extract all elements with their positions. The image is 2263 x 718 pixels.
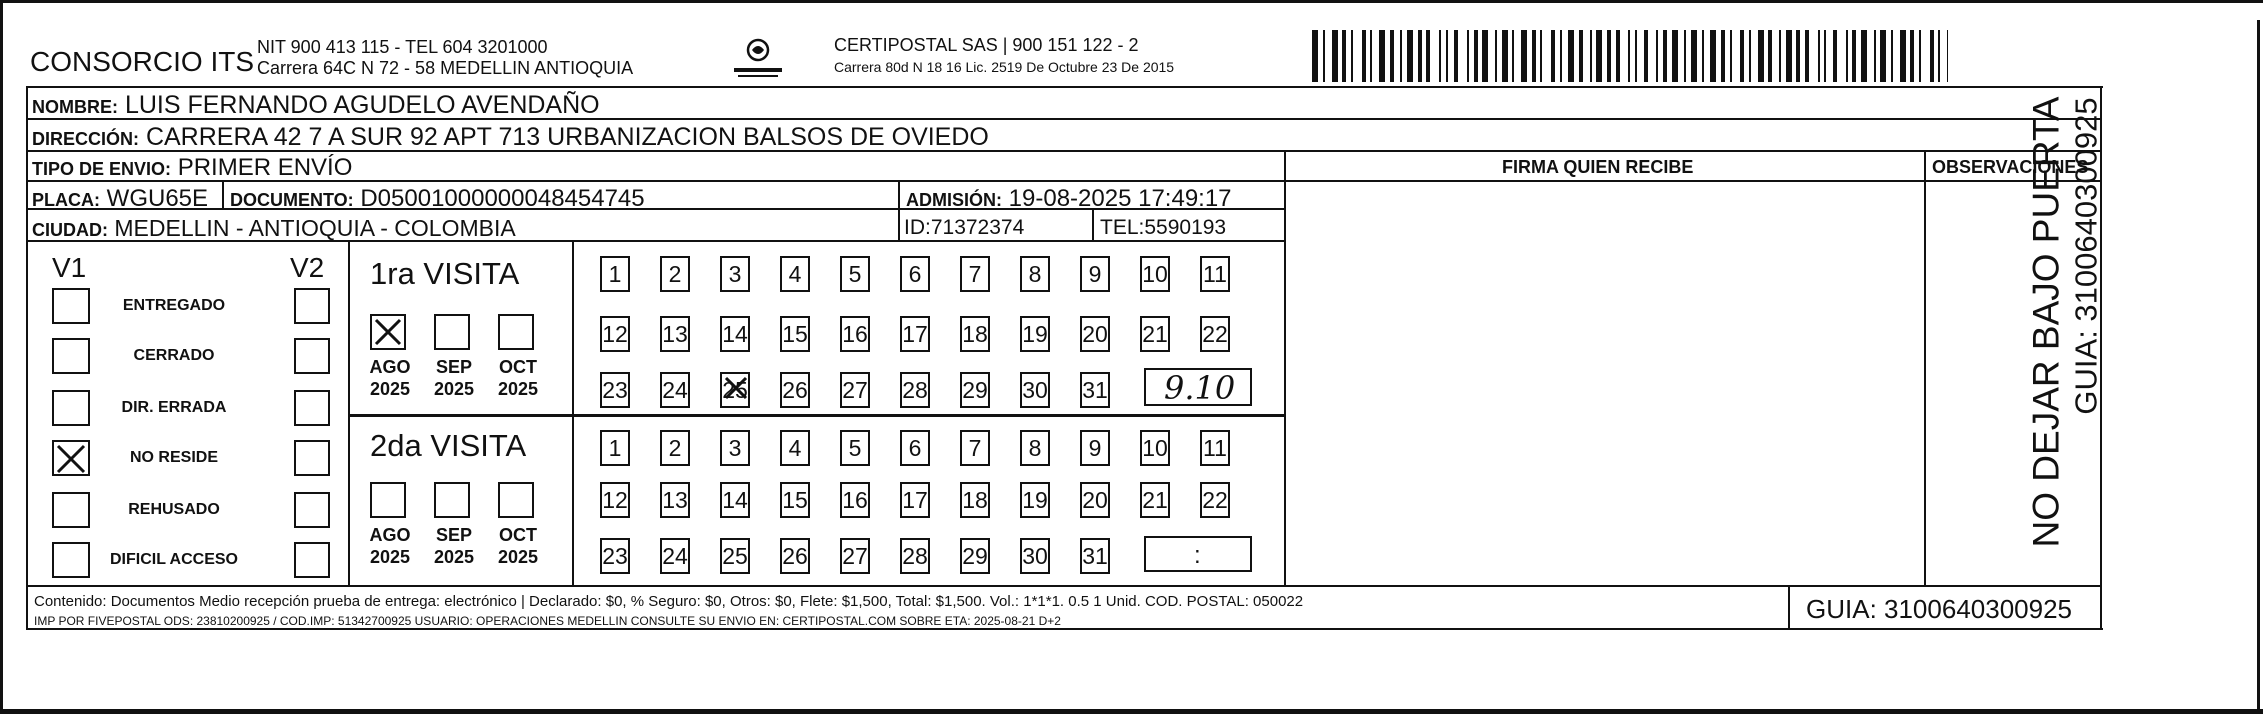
col-divider [1284, 150, 1286, 586]
company-name: CONSORCIO ITS [30, 46, 255, 77]
visit2-day-number: 9 [1088, 434, 1102, 461]
visit2-day-number: 4 [788, 434, 802, 461]
visit1-day-number: 7 [968, 260, 982, 287]
visit2-day-box[interactable] [600, 430, 630, 466]
visit2-day-number: 30 [1022, 542, 1048, 569]
firma-label: FIRMA QUIEN RECIBE [1502, 157, 1694, 177]
visit1-day-box[interactable] [1020, 316, 1050, 352]
visit2-day-number: 20 [1082, 486, 1108, 513]
visit2-day-number: 21 [1142, 486, 1168, 513]
visit2-month-checkbox[interactable] [370, 482, 406, 518]
visit1-day-box[interactable] [1140, 316, 1170, 352]
footer-line2: IMP POR FIVEPOSTAL ODS: 23810200925 / COD.IMP: 51342700925 USUARIO: OPERACIONES MEDELLIN CONSULTE SU ENVIO EN: CERTIPOSTAL.COM SOBRE ETA: 2025-08-21 D+2 [34, 614, 1061, 628]
col-divider [572, 240, 574, 586]
col-divider [898, 180, 900, 240]
col-divider [222, 180, 224, 210]
visit-divider [348, 414, 1284, 417]
visit2-day-box[interactable] [720, 538, 750, 574]
visit2-day-box[interactable] [900, 482, 930, 518]
admision-row [906, 187, 1232, 211]
visit2-day-box[interactable] [900, 538, 930, 574]
visit1-day-number: 3 [728, 260, 742, 287]
visit2-day-number: 22 [1202, 486, 1228, 513]
top-edge [0, 0, 2263, 3]
visit2-time-box[interactable] [1144, 536, 1252, 572]
visit1-day-box[interactable] [600, 256, 630, 292]
v2-checkbox[interactable] [294, 542, 330, 578]
main-top-border [26, 86, 2103, 88]
visit2-day-box[interactable] [900, 430, 930, 466]
visit2-day-number: 6 [908, 434, 922, 461]
ciudad-label: CIUDAD: [32, 220, 108, 240]
visit2-day-number: 12 [602, 486, 628, 513]
visit1-day-number: 29 [962, 376, 988, 403]
visit1-day-number: 5 [848, 260, 862, 287]
certipostal-logo [728, 36, 788, 82]
visit2-day-box[interactable] [960, 538, 990, 574]
visit2-day-box[interactable] [600, 482, 630, 518]
footer-guia: GUIA: 3100640300925 [1806, 594, 2072, 624]
visit2-day-number: 26 [782, 542, 808, 569]
visit1-title: 1ra VISITA [370, 256, 520, 291]
visit1-day-box[interactable] [900, 372, 930, 408]
visit2-day-number: 13 [662, 486, 688, 513]
visit2-day-box[interactable] [660, 430, 690, 466]
visit1-day-number: 21 [1142, 320, 1168, 347]
visit1-day-number: 30 [1022, 376, 1048, 403]
visit2-day-number: 1 [608, 434, 622, 461]
visit2-day-number: 29 [962, 542, 988, 569]
id-value: ID:71372374 [904, 216, 1025, 239]
visit1-day-box[interactable] [1020, 256, 1050, 292]
visit1-month-label: SEP [435, 357, 473, 377]
visit2-day-number: 16 [842, 486, 868, 513]
placa-row [32, 187, 208, 211]
visit1-day-number: 6 [908, 260, 922, 287]
visit1-day-number: 26 [782, 376, 808, 403]
visit2-day-number: 18 [962, 486, 988, 513]
nombre-label: NOMBRE: [32, 97, 118, 117]
admision-label: ADMISIÓN: [906, 190, 1002, 210]
visit1-day-box[interactable] [780, 256, 810, 292]
visit1-day-box[interactable] [840, 372, 870, 408]
visit2-day-box[interactable] [780, 430, 810, 466]
visit1-day-number: 2 [668, 260, 682, 287]
visit1-day-box[interactable] [960, 256, 990, 292]
visit2-day-number: 19 [1022, 486, 1048, 513]
visit1-day-number: 20 [1082, 320, 1108, 347]
v2-checkbox[interactable] [294, 338, 330, 374]
ciudad-row [32, 217, 516, 240]
status-label: ENTREGADO [122, 297, 226, 314]
right-edge [2257, 20, 2260, 710]
visit2-day-box[interactable] [780, 538, 810, 574]
visit1-day-number: 15 [782, 320, 808, 347]
visit2-month-checkbox[interactable] [434, 482, 470, 518]
visit1-day-box[interactable] [1080, 316, 1110, 352]
visit1-day-number: 12 [602, 320, 628, 347]
direccion-value: CARRERA 42 7 A SUR 92 APT 713 URBANIZACION BALSOS DE OVIEDO [145, 123, 989, 151]
documento-row [230, 187, 645, 211]
visit1-day-box[interactable] [660, 372, 690, 408]
visit1-day-number: 4 [788, 260, 802, 287]
status-label: REHUSADO [128, 501, 220, 518]
visit1-time-box[interactable] [1144, 368, 1252, 406]
visit1-day-box[interactable] [1200, 256, 1230, 292]
visit2-day-number: 17 [902, 486, 928, 513]
visit2-day-number: 11 [1203, 434, 1227, 461]
visit1-day-number: 25 [722, 376, 748, 403]
status-label: DIFICIL ACCESO [109, 551, 238, 568]
main-bottom-border [26, 628, 2103, 630]
visit2-day-box[interactable] [660, 538, 690, 574]
visit2-day-box[interactable] [600, 538, 630, 574]
visit1-day-number: 18 [962, 320, 988, 347]
visit2-day-box[interactable] [720, 482, 750, 518]
visit1-day-box[interactable] [660, 316, 690, 352]
visit1-day-box[interactable] [780, 372, 810, 408]
visit2-day-box[interactable] [960, 430, 990, 466]
status-label: NO RESIDE [129, 449, 218, 466]
visit2-month-label: AGO [369, 525, 411, 545]
visit2-day-number: 2 [668, 434, 682, 461]
documento-label: DOCUMENTO: [230, 190, 354, 210]
visit2-day-box[interactable] [780, 482, 810, 518]
visit2-day-box[interactable] [1020, 430, 1050, 466]
visit1-day-number: 1 [608, 260, 622, 287]
direccion-label: DIRECCIÓN: [32, 129, 139, 149]
visit2-year-label: 2025 [433, 547, 475, 567]
visit2-day-box[interactable] [660, 482, 690, 518]
col-divider [348, 240, 350, 586]
visit1-day-number: 17 [902, 320, 928, 347]
visit1-day-number: 19 [1022, 320, 1048, 347]
visit2-day-box[interactable] [840, 430, 870, 466]
visit2-year-label: 2025 [497, 547, 539, 567]
nombre-row [32, 93, 600, 118]
visit2-day-box[interactable] [1020, 482, 1050, 518]
visit2-month-label: OCT [499, 525, 537, 545]
visit1-day-number: 24 [662, 376, 688, 403]
visit2-day-box[interactable] [720, 430, 750, 466]
visit1-day-box[interactable] [840, 316, 870, 352]
visit1-day-box[interactable] [1020, 372, 1050, 408]
visit2-day-number: 23 [602, 542, 628, 569]
col-divider [1924, 150, 1926, 586]
visit2-day-number: 5 [848, 434, 862, 461]
visit2-day-box[interactable] [1080, 538, 1110, 574]
bottom-edge [0, 709, 2263, 714]
visit1-day-box[interactable] [600, 316, 630, 352]
visit1-day-number: 9 [1088, 260, 1102, 287]
visit1-day-number: 22 [1202, 320, 1228, 347]
visit1-day-box[interactable] [900, 316, 930, 352]
row-divider [26, 585, 2102, 587]
carrier-address: Carrera 80d N 18 16 Lic. 2519 De Octubre 23 De 2015 [834, 59, 1175, 75]
footer-line1: Contenido: Documentos Medio recepción prueba de entrega: electrónico | Declarado: $0, % Seguro: $0, Otros: $0, Flete: $1,500, Total: $1,500. Vol.: 1*1*1. 0.5 1 Unid. COD. POSTAL: 050022 [34, 593, 1304, 610]
visit1-day-number: 8 [1028, 260, 1042, 287]
visit2-day-number: 15 [782, 486, 808, 513]
admision-value: 19-08-2025 17:49:17 [1008, 185, 1232, 212]
visit1-day-box[interactable] [780, 316, 810, 352]
visit1-day-box[interactable] [720, 256, 750, 292]
visit1-day-box[interactable] [960, 372, 990, 408]
company-address: Carrera 64C N 72 - 58 MEDELLIN ANTIOQUIA [257, 58, 634, 78]
tipo-value: PRIMER ENVÍO [177, 154, 353, 181]
visit1-year-label: 2025 [497, 379, 539, 399]
visit1-month-checkbox[interactable] [370, 314, 406, 350]
visit1-month-checkbox[interactable] [498, 314, 534, 350]
visit1-month-label: AGO [369, 357, 411, 377]
visit2-day-number: 10 [1142, 434, 1168, 461]
visit1-year-label: 2025 [433, 379, 475, 399]
tipo-label: TIPO DE ENVIO: [32, 159, 172, 179]
visit2-day-box[interactable] [1140, 430, 1170, 466]
visit1-year-label: 2025 [369, 379, 411, 399]
visit1-day-number: 23 [602, 376, 628, 403]
visit1-day-number: 14 [722, 320, 748, 347]
visit2-day-number: 31 [1082, 542, 1108, 569]
visit2-time: : [1194, 542, 1201, 569]
nombre-value: LUIS FERNANDO AGUDELO AVENDAÑO [124, 91, 600, 119]
visit1-month-checkbox[interactable] [434, 314, 470, 350]
visit2-day-box[interactable] [1080, 430, 1110, 466]
visit2-day-number: 24 [662, 542, 688, 569]
side-guia: GUIA: 3100640300925 [2068, 97, 2104, 415]
col-divider [1788, 586, 1790, 629]
visit1-day-number: 13 [662, 320, 688, 347]
visit1-day-number: 11 [1203, 260, 1227, 287]
placa-label: PLACA: [32, 190, 100, 210]
visit1-day-number: 31 [1082, 376, 1108, 403]
visit1-day-box[interactable] [1080, 372, 1110, 408]
tel-value: TEL:5590193 [1100, 216, 1227, 239]
visit1-day-number: 10 [1142, 260, 1168, 287]
company-nit: NIT 900 413 115 - TEL 604 3201000 [257, 37, 548, 57]
barcode [1312, 30, 1948, 82]
visit2-day-number: 27 [842, 542, 868, 569]
visit2-day-box[interactable] [1200, 430, 1230, 466]
col-divider [1092, 208, 1094, 240]
visit2-day-number: 3 [728, 434, 742, 461]
visit2-month-label: SEP [435, 525, 473, 545]
visit2-day-box[interactable] [840, 482, 870, 518]
status-label: CERRADO [133, 347, 215, 364]
visit1-day-box[interactable] [840, 256, 870, 292]
visit2-day-box[interactable] [960, 482, 990, 518]
visit1-month-label: OCT [499, 357, 537, 377]
visit2-day-number: 8 [1028, 434, 1042, 461]
visit2-day-number: 7 [968, 434, 982, 461]
visit2-day-number: 25 [722, 542, 748, 569]
row-divider [1286, 150, 2100, 152]
visit2-month-checkbox[interactable] [498, 482, 534, 518]
tipo-row [32, 156, 352, 180]
visit1-day-box[interactable] [720, 316, 750, 352]
visit2-day-box[interactable] [1140, 482, 1170, 518]
visit1-day-box[interactable] [1140, 256, 1170, 292]
v2-checkbox[interactable] [294, 440, 330, 476]
visit2-day-number: 28 [902, 542, 928, 569]
visit1-day-box[interactable] [960, 316, 990, 352]
v2-label: V2 [290, 252, 325, 283]
visit2-day-box[interactable] [1080, 482, 1110, 518]
v2-checkbox[interactable] [294, 492, 330, 528]
visit1-day-box[interactable] [900, 256, 930, 292]
placa-value: WGU65E [106, 185, 209, 212]
documento-value: D05001000000048454745 [360, 185, 645, 212]
visit2-day-box[interactable] [1200, 482, 1230, 518]
direccion-row [32, 125, 989, 150]
visit2-title: 2da VISITA [370, 428, 527, 463]
visit1-day-number: 28 [902, 376, 928, 403]
visit2-day-number: 14 [722, 486, 748, 513]
visit2-year-label: 2025 [369, 547, 411, 567]
visit1-day-box[interactable] [720, 372, 750, 408]
status-label: DIR. ERRADA [121, 399, 227, 416]
visit1-day-number: 16 [842, 320, 868, 347]
visit1-day-box[interactable] [660, 256, 690, 292]
observaciones-label: OBSERVACIONES [1932, 157, 2089, 177]
v2-checkbox[interactable] [294, 288, 330, 324]
carrier-nit: CERTIPOSTAL SAS | 900 151 122 - 2 [834, 35, 1139, 55]
v1-label: V1 [52, 252, 87, 283]
side-warning: NO DEJAR BAJO PUERTA [2025, 96, 2067, 548]
visit1-day-box[interactable] [600, 372, 630, 408]
visit2-day-box[interactable] [1020, 538, 1050, 574]
v2-checkbox[interactable] [294, 390, 330, 426]
visit1-day-box[interactable] [1200, 316, 1230, 352]
ciudad-value: MEDELLIN - ANTIOQUIA - COLOMBIA [114, 215, 516, 241]
visit2-day-box[interactable] [840, 538, 870, 574]
visit1-day-box[interactable] [1080, 256, 1110, 292]
visit1-time: 9.10 [1164, 369, 1236, 407]
visit1-day-number: 27 [842, 376, 868, 403]
